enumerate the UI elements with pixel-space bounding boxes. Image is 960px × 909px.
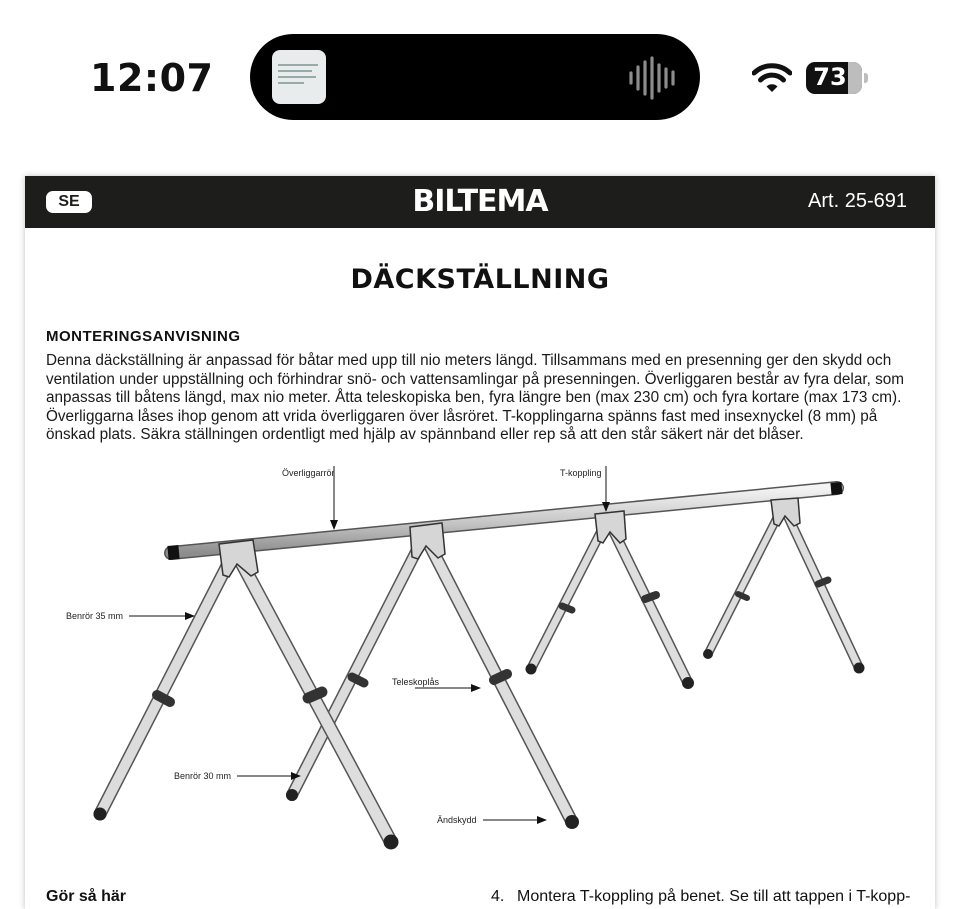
callout-t-koppling: T-koppling [560, 468, 602, 478]
battery-icon [806, 62, 862, 94]
status-bar [0, 0, 960, 150]
description-paragraph: Denna däckställning är anpassad för båtar med upp till nio meters längd. Tillsammans med en presenning ger den skydd och ventilation under uppställning och förhindrar snö- och vattensamlingar på presenningen. Överliggaren består av fyra delar, som anpassas till båtens längd, max nio meter. Åtta teleskopiska ben, fyra längre ben (max 230 cm) och fyra kortare (max 173 cm). Överliggarna låses ihop genom att vrida överliggaren över låsröret. T-kopplingarna spänns fast med insexnyckel (8 mm) på önskad plats. Säkra ställningen ordentligt med hjälp av spännband eller rep så att den står säkert när det blåser. [46, 352, 904, 443]
dynamic-island[interactable] [250, 34, 700, 120]
top-rail [168, 488, 842, 553]
callout-benror-35: Benrör 35 mm [66, 611, 124, 621]
callout-andskydd: Ändskydd [437, 815, 477, 825]
instructions-heading: Gör så här [46, 888, 127, 905]
leg-pair-1 [94, 558, 399, 850]
wifi-icon [752, 62, 792, 94]
leg-pair-3 [526, 524, 695, 689]
battery-level: 73 [813, 63, 847, 91]
tire-rack-illustration [25, 458, 935, 888]
callout-teleskoplas: Teleskoplås [392, 677, 440, 687]
article-number: Art. 25-691 [808, 190, 907, 212]
step-text: Montera T-koppling på benet. Se till att tappen i T-kopp- [517, 888, 911, 905]
brand-logo: BILTEMA [412, 184, 548, 219]
document-title: DÄCKSTÄLLNING [350, 264, 610, 295]
document-header [25, 176, 935, 228]
leg-pair-4 [703, 510, 865, 674]
clock: 12:07 [90, 56, 214, 100]
callout-overliggarror: Överliggarrör [282, 468, 335, 478]
document-page[interactable] [25, 176, 935, 909]
media-thumbnail-icon[interactable] [272, 50, 326, 104]
section-heading: MONTERINGSANVISNING [46, 328, 241, 345]
language-badge: SE [46, 191, 92, 213]
waveform-icon [628, 56, 678, 100]
callout-benror-30: Benrör 30 mm [174, 771, 232, 781]
step-number: 4. [491, 888, 505, 905]
instruction-step-4 [491, 888, 910, 906]
